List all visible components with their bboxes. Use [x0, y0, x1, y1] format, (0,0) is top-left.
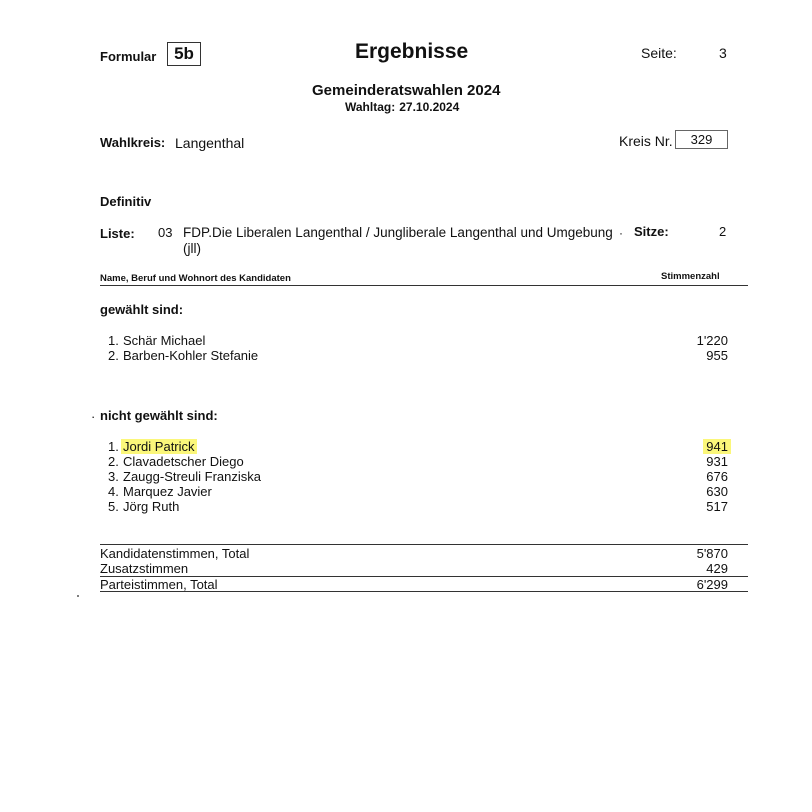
election-date-line [345, 100, 459, 114]
district-number-label: Kreis Nr. [619, 133, 673, 149]
candidate-votes-total: 5'870 [696, 546, 728, 561]
form-number-box: 5b [167, 42, 201, 66]
candidate-rank: 4. [108, 484, 119, 499]
candidate-rank: 5. [108, 499, 119, 514]
page-number: 3 [719, 45, 727, 61]
elected-heading: gewählt sind: [100, 302, 184, 317]
candidate-row [108, 333, 728, 348]
candidate-row [108, 484, 728, 499]
election-date-label: Wahltag: [345, 100, 396, 114]
candidate-votes: 630 [706, 484, 728, 499]
additional-votes-label: Zusatzstimmen [100, 561, 189, 576]
additional-votes-row [100, 561, 728, 576]
candidate-votes: 931 [706, 454, 728, 469]
district-label: Wahlkreis: [100, 135, 166, 150]
district-number-box: 329 [675, 130, 728, 149]
candidate-name: Zaugg-Streuli Franziska [123, 469, 261, 484]
candidate-votes-highlighted: 941 [703, 439, 731, 454]
status-label: Definitiv [100, 194, 152, 209]
candidate-row-highlighted [108, 439, 728, 454]
election-date: 27.10.2024 [399, 100, 460, 114]
candidate-votes: 955 [706, 348, 728, 363]
scan-speck [77, 595, 79, 597]
list-label: Liste: [100, 226, 135, 241]
page-title: Ergebnisse [355, 40, 469, 63]
candidate-rank: 2. [108, 348, 119, 363]
candidate-votes-total-label: Kandidatenstimmen, Total [100, 546, 250, 561]
list-name: FDP.Die Liberalen Langenthal / Jungliberale Langenthal und Umgebung (jll) [183, 225, 613, 256]
candidate-rank: 1. [108, 333, 119, 348]
candidate-row [108, 499, 728, 514]
candidate-name: Clavadetscher Diego [123, 454, 244, 469]
party-votes-total: 6'299 [696, 577, 728, 592]
candidate-row [108, 348, 728, 363]
election-name: Gemeinderatswahlen 2024 [312, 82, 501, 99]
totals-divider-bottom [100, 591, 748, 592]
seats-value: 2 [719, 224, 727, 239]
list-number: 03 [158, 225, 173, 240]
candidate-name: Jörg Ruth [123, 499, 180, 514]
candidate-name: Marquez Javier [123, 484, 212, 499]
dot-mark: · [619, 226, 623, 240]
district-name: Langenthal [175, 135, 245, 151]
page-label: Seite: [641, 45, 677, 61]
candidate-votes: 517 [706, 499, 728, 514]
candidate-name-highlighted: Jordi Patrick [123, 439, 195, 454]
party-votes-total-label: Parteistimmen, Total [100, 577, 218, 592]
column-header-name: Name, Beruf und Wohnort des Kandidaten [100, 273, 291, 284]
party-votes-total-row [100, 577, 728, 592]
header-divider [100, 285, 748, 286]
candidate-row [108, 469, 728, 484]
candidate-rank: 1. [108, 439, 119, 454]
not-elected-heading: nicht gewählt sind: [100, 408, 218, 423]
form-label: Formular [100, 49, 157, 64]
seats-label: Sitze: [634, 224, 669, 239]
candidate-votes: 1'220 [696, 333, 728, 348]
totals-divider-top [100, 544, 748, 545]
dot-mark: · [91, 409, 96, 424]
additional-votes: 429 [706, 561, 728, 576]
candidate-votes-total-row [100, 546, 728, 561]
candidate-votes: 676 [706, 469, 728, 484]
candidate-row [108, 454, 728, 469]
candidate-name: Barben-Kohler Stefanie [123, 348, 259, 363]
candidate-rank: 3. [108, 469, 119, 484]
candidate-rank: 2. [108, 454, 119, 469]
column-header-votes: Stimmenzahl [661, 271, 720, 282]
candidate-name: Schär Michael [123, 333, 206, 348]
